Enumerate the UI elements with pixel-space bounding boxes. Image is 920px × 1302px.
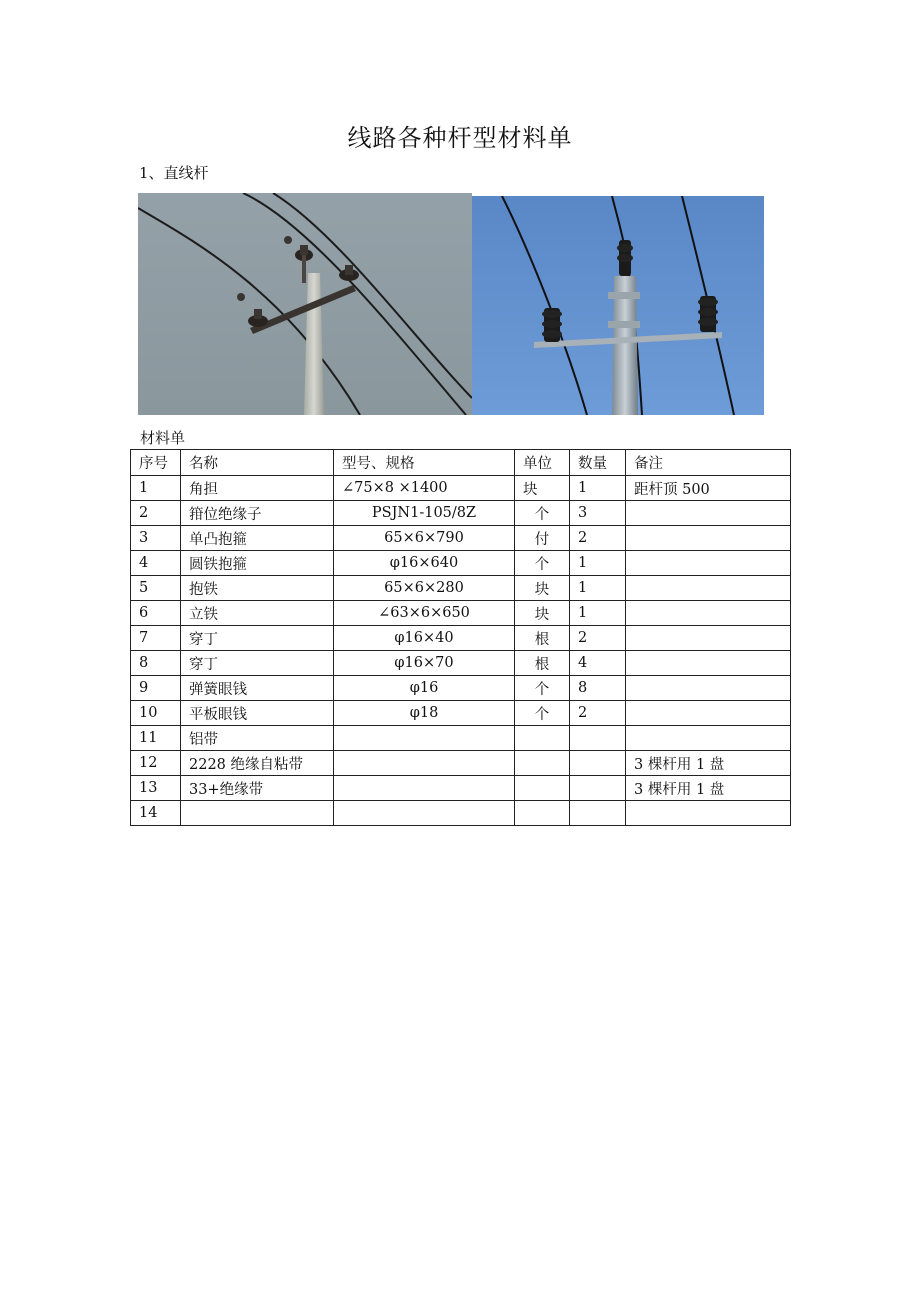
cell-quantity: 2 [570, 626, 626, 651]
steel-pole-with-insulators-photo [472, 196, 764, 415]
cell-spec: φ18 [334, 701, 515, 726]
cell-remark [626, 676, 791, 701]
cell-unit [515, 726, 570, 751]
cell-unit: 根 [515, 626, 570, 651]
cell-index: 12 [131, 751, 181, 776]
cell-name: 角担 [181, 476, 334, 501]
cell-spec: 65×6×280 [334, 576, 515, 601]
cell-index: 8 [131, 651, 181, 676]
cell-spec [334, 801, 515, 826]
cell-unit: 块 [515, 601, 570, 626]
cell-name: 箝位绝缘子 [181, 501, 334, 526]
cell-quantity [570, 776, 626, 801]
cell-name: 抱铁 [181, 576, 334, 601]
page-title: 线路各种杆型材料单 [347, 124, 573, 152]
cell-index: 10 [131, 701, 181, 726]
cell-unit [515, 776, 570, 801]
cell-spec: PSJN1-105/8Z [334, 501, 515, 526]
table-row [131, 626, 791, 651]
cell-spec: 65×6×790 [334, 526, 515, 551]
cell-unit [515, 801, 570, 826]
cell-quantity: 1 [570, 601, 626, 626]
cell-quantity [570, 801, 626, 826]
cell-index: 14 [131, 801, 181, 826]
concrete-pole-with-crossarm-photo [138, 193, 472, 415]
cell-quantity [570, 751, 626, 776]
header-spec: 型号、规格 [334, 450, 515, 476]
cell-index: 1 [131, 476, 181, 501]
table-row [131, 751, 791, 776]
cell-index: 2 [131, 501, 181, 526]
cell-name: 立铁 [181, 601, 334, 626]
cell-remark: 3 棵杆用 1 盘 [626, 776, 791, 801]
cell-remark [626, 726, 791, 751]
table-row [131, 526, 791, 551]
cell-index: 9 [131, 676, 181, 701]
cell-remark [626, 626, 791, 651]
cell-quantity: 1 [570, 476, 626, 501]
table-row [131, 676, 791, 701]
cell-name: 2228 绝缘自粘带 [181, 751, 334, 776]
table-row [131, 651, 791, 676]
cell-name: 单凸抱箍 [181, 526, 334, 551]
cell-remark [626, 601, 791, 626]
cell-unit [515, 751, 570, 776]
table-row [131, 576, 791, 601]
table-row [131, 501, 791, 526]
cell-quantity: 2 [570, 526, 626, 551]
cell-unit: 个 [515, 676, 570, 701]
cell-index: 7 [131, 626, 181, 651]
cell-quantity: 1 [570, 576, 626, 601]
table-row [131, 801, 791, 826]
cell-spec [334, 726, 515, 751]
header-name: 名称 [181, 450, 334, 476]
cell-spec: ∠63×6×650 [334, 601, 515, 626]
header-quantity: 数量 [570, 450, 626, 476]
cell-name: 弹簧眼钱 [181, 676, 334, 701]
table-row [131, 776, 791, 801]
cell-remark [626, 576, 791, 601]
cell-spec [334, 776, 515, 801]
cell-name: 平板眼钱 [181, 701, 334, 726]
cell-index: 5 [131, 576, 181, 601]
table-header-row [131, 450, 791, 476]
table-caption: 材料单 [140, 429, 186, 447]
header-index: 序号 [131, 450, 181, 476]
cell-quantity: 2 [570, 701, 626, 726]
cell-remark [626, 526, 791, 551]
cell-quantity: 3 [570, 501, 626, 526]
cell-index: 3 [131, 526, 181, 551]
cell-index: 6 [131, 601, 181, 626]
cell-unit: 个 [515, 701, 570, 726]
cell-name [181, 801, 334, 826]
cell-unit: 付 [515, 526, 570, 551]
header-remark: 备注 [626, 450, 791, 476]
cell-remark: 距杆顶 500 [626, 476, 791, 501]
cell-unit: 块 [515, 476, 570, 501]
cell-spec: φ16×70 [334, 651, 515, 676]
table-row [131, 601, 791, 626]
cell-name: 穿丁 [181, 626, 334, 651]
cell-remark: 3 棵杆用 1 盘 [626, 751, 791, 776]
table-row [131, 701, 791, 726]
cell-unit: 根 [515, 651, 570, 676]
cell-index: 13 [131, 776, 181, 801]
section-heading: 1、直线杆 [139, 164, 209, 182]
cell-remark [626, 801, 791, 826]
cell-remark [626, 501, 791, 526]
table-row [131, 476, 791, 501]
cell-quantity: 4 [570, 651, 626, 676]
cell-name: 穿丁 [181, 651, 334, 676]
cell-spec: φ16 [334, 676, 515, 701]
cell-index: 11 [131, 726, 181, 751]
cell-unit: 个 [515, 501, 570, 526]
cell-quantity: 1 [570, 551, 626, 576]
cell-name: 圆铁抱箍 [181, 551, 334, 576]
cell-unit: 块 [515, 576, 570, 601]
cell-remark [626, 651, 791, 676]
table-row [131, 551, 791, 576]
cell-unit: 个 [515, 551, 570, 576]
cell-remark [626, 551, 791, 576]
cell-spec: φ16×640 [334, 551, 515, 576]
cell-remark [626, 701, 791, 726]
cell-index: 4 [131, 551, 181, 576]
cell-name: 33+绝缘带 [181, 776, 334, 801]
materials-table [130, 449, 791, 826]
cell-name: 铝带 [181, 726, 334, 751]
table-row [131, 726, 791, 751]
cell-spec: ∠75×8 ×1400 [334, 476, 515, 501]
header-unit: 单位 [515, 450, 570, 476]
cell-quantity: 8 [570, 676, 626, 701]
cell-spec: φ16×40 [334, 626, 515, 651]
cell-spec [334, 751, 515, 776]
cell-quantity [570, 726, 626, 751]
